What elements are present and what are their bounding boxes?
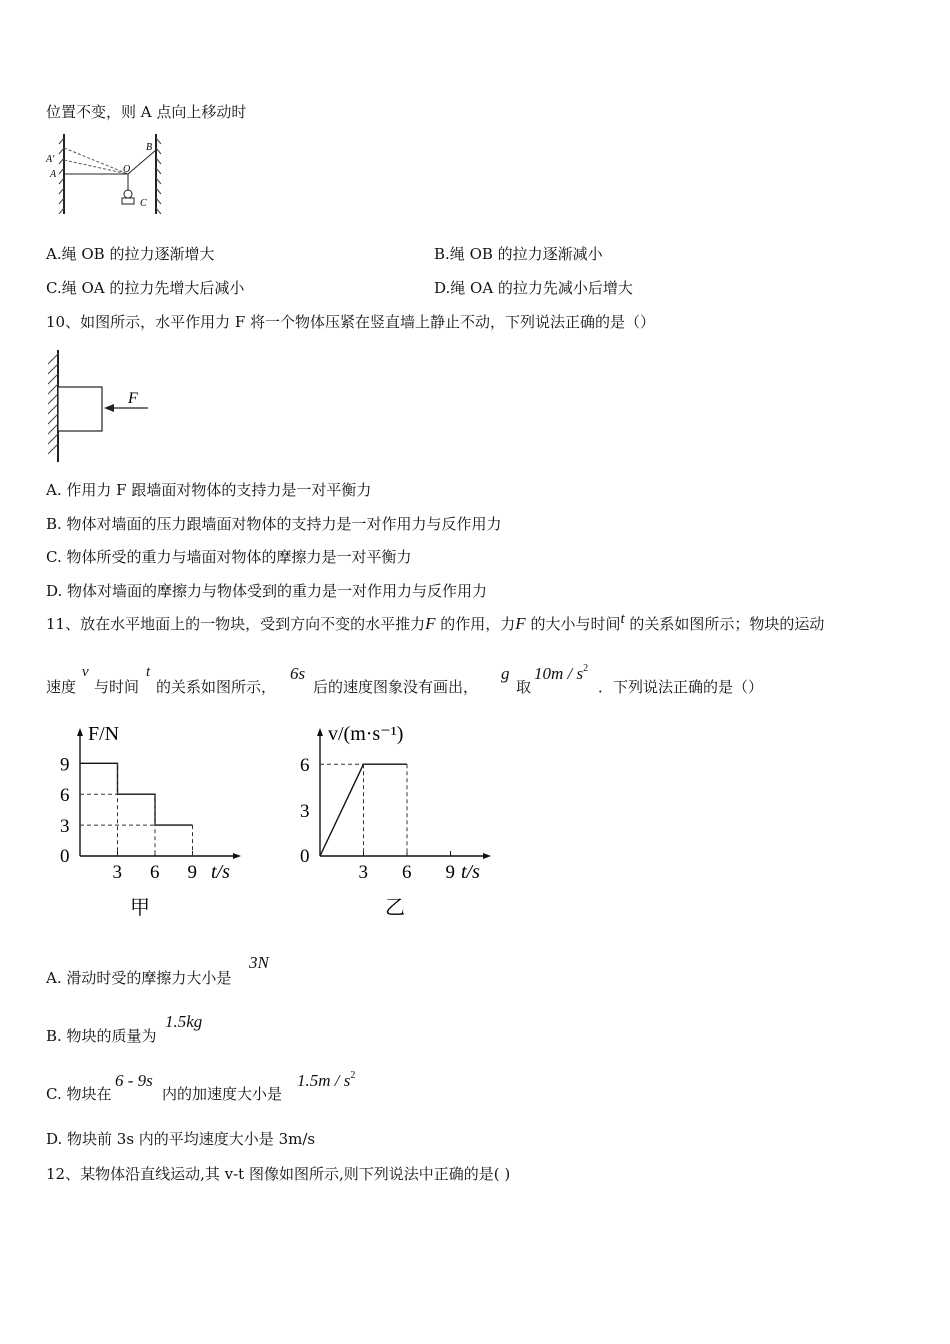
chart-title: 甲 (130, 897, 150, 919)
x-axis-label: t/s (461, 861, 480, 883)
q10-option-c: C. 物体所受的重力与墙面对物体的摩擦力是一对平衡力 (46, 548, 412, 566)
chart-f-t (40, 716, 260, 926)
q11-stem-line2-c: 的关系如图所示， (156, 678, 277, 696)
q11-stem-line2-a: 速度 (46, 678, 77, 696)
origin-label: 0 (60, 846, 70, 867)
q10-option-a: A. 作用力 F 跟墙面对物体的支持力是一对平衡力 (46, 481, 372, 499)
q9-option-a: A.绳 OB 的拉力逐渐增大 (46, 245, 215, 263)
q9-label-a-prime: A' (46, 154, 55, 165)
q10-option-d: D. 物体对墙面的摩擦力与物体受到的重力是一对作用力与反作用力 (46, 582, 488, 600)
chart-v-t (290, 716, 510, 926)
x-axis-label: t/s (211, 861, 230, 883)
q11-stem-line2-e: 取 (516, 678, 532, 696)
x-tick-label: 3 (358, 862, 368, 883)
q11-option-b: B. 物块的质量为 (46, 1027, 157, 1045)
q11-stem-line1: 11、放在水平地面上的一物块，受到方向不变的水平推力F 的作用，力F 的大小与时间t 的关系如图所示；物块的运动 (46, 611, 825, 633)
y-axis-label: v/(m·s⁻¹) (328, 723, 404, 745)
q9-label-b: B (146, 142, 153, 153)
q9-label-o: O (123, 164, 131, 175)
q12-stem: 12、某物体沿直线运动,其 v-t 图像如图所示,则下列说法中正确的是( ) (46, 1165, 511, 1183)
q9-option-b: B.绳 OB 的拉力逐渐减小 (434, 245, 603, 263)
chart-title: 乙 (385, 897, 405, 919)
y-axis-arrow (317, 728, 323, 736)
q9-label-a: A (50, 169, 57, 180)
q9-option-d: D.绳 OA 的拉力先减小后增大 (434, 279, 633, 297)
q11-option-b-math: 1.5kg (165, 1012, 203, 1031)
q9-stem-tail: 位置不变，则 A 点向上移动时 (46, 103, 247, 121)
q11-var-t: t (146, 664, 151, 680)
q11-var-v: v (82, 664, 89, 680)
q11-option-a: A. 滑动时受的摩擦力大小是 (46, 969, 232, 987)
q11-option-a-math: 3N (249, 953, 269, 972)
q10-stem: 10、如图所示，水平作用力 F 将一个物体压紧在竖直墙上静止不动，下列说法正确的是（） (46, 313, 656, 331)
q11-option-c-text2: 内的加速度大小是 (162, 1085, 283, 1103)
x-tick-label: 9 (445, 862, 455, 883)
q11-stem-line2-b: 与时间 (94, 678, 140, 696)
y-tick-label: 3 (300, 801, 310, 823)
x-tick-label: 6 (402, 862, 412, 883)
y-axis-arrow (77, 728, 83, 736)
y-axis-label: F/N (88, 723, 120, 745)
y-tick-label: 6 (60, 785, 70, 807)
q9-figure (44, 128, 174, 220)
x-axis-arrow (233, 853, 241, 859)
x-tick-label: 6 (150, 862, 160, 883)
q9-label-c: C (140, 198, 147, 209)
q11-stem-line2-f: ．下列说法正确的是（） (598, 678, 764, 696)
x-axis-arrow (483, 853, 491, 859)
x-tick-label: 9 (187, 862, 197, 883)
q10-figure (44, 346, 164, 466)
q11-option-c-math2: $1.5m / s^2$ (297, 1070, 356, 1090)
y-tick-label: 3 (60, 816, 70, 838)
q10-label-f: F (128, 390, 138, 407)
y-tick-label: 6 (300, 755, 310, 777)
origin-label: 0 (300, 846, 310, 867)
q11-option-d: D. 物块前 3s 内的平均速度大小是 3m/s (46, 1130, 316, 1148)
q9-option-c: C.绳 OA 的拉力先增大后减小 (46, 279, 245, 297)
q11-var-accel: $10m / s^2$ (534, 663, 589, 683)
q10-option-b: B. 物体对墙面的压力跟墙面对物体的支持力是一对作用力与反作用力 (46, 515, 502, 533)
q11-var-6s: 6s (290, 664, 306, 683)
q11-var-g: g (501, 664, 510, 683)
q11-option-c: C. 物块在 (46, 1085, 112, 1103)
q11-stem-line2-d: 后的速度图象没有画出， (313, 678, 479, 696)
x-tick-label: 3 (112, 862, 122, 883)
y-tick-label: 9 (60, 754, 70, 776)
q11-option-c-math: 6 - 9s (115, 1071, 153, 1090)
